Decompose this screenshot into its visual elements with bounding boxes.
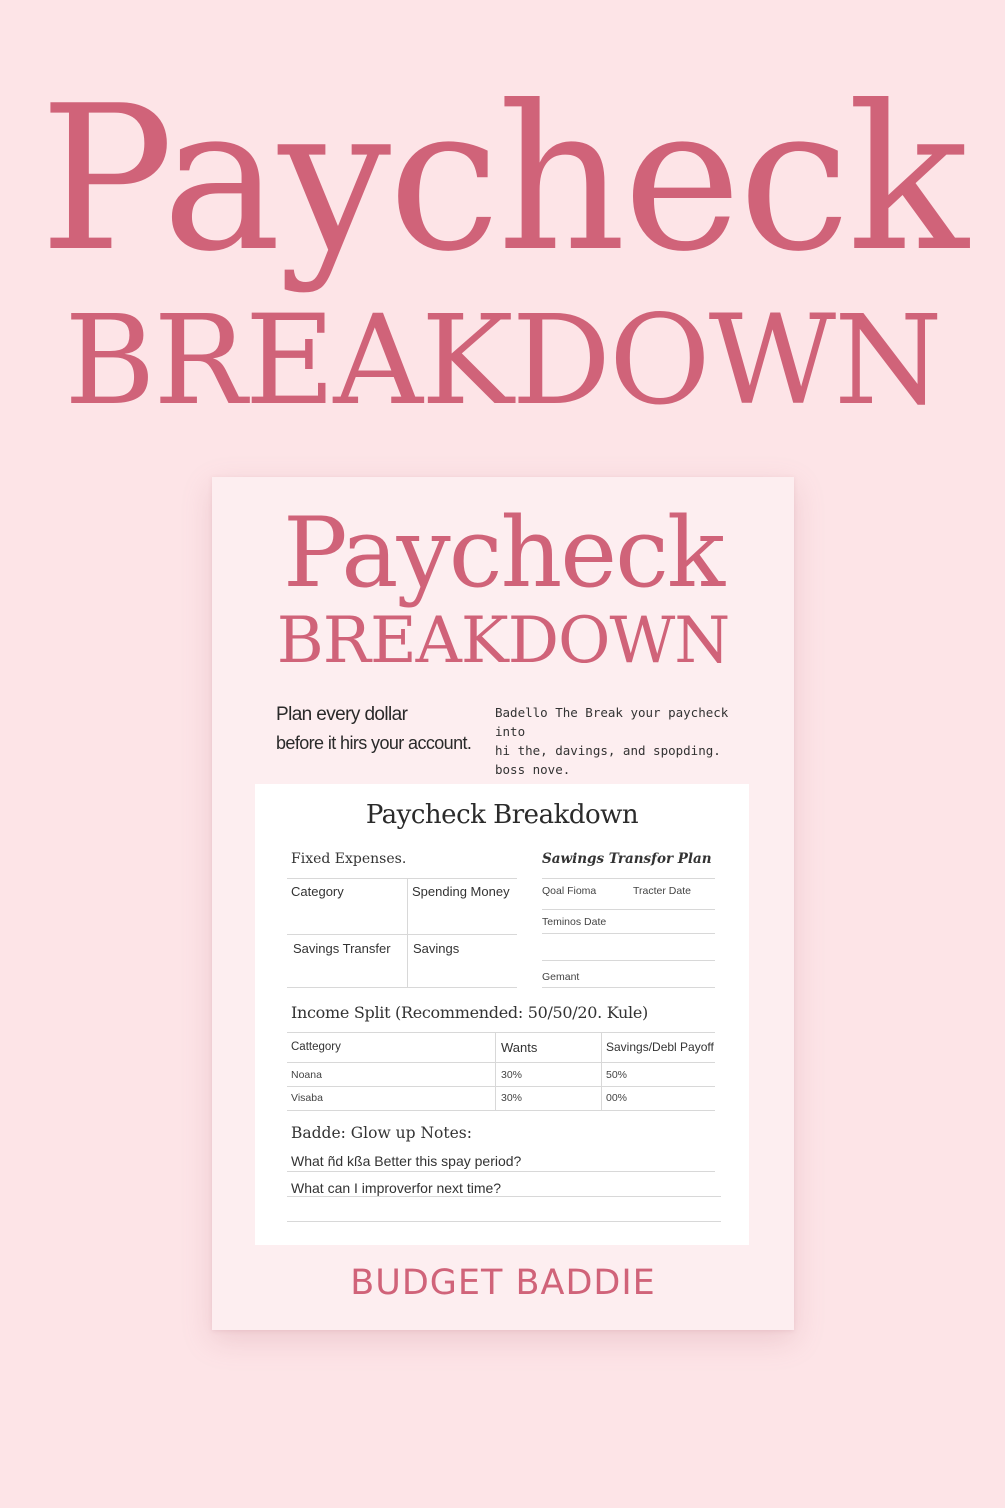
split-row-1-category: Noana xyxy=(291,1069,322,1081)
split-header-wants: Wants xyxy=(501,1040,538,1055)
breakdown-card xyxy=(255,784,749,1245)
card-title: Paycheck Breakdown xyxy=(365,800,639,830)
intro-description-line2: hi the, davings, and spopding. xyxy=(495,743,721,758)
sheet-title-paycheck: Paycheck xyxy=(282,497,724,609)
intro-tagline-line1: Plan every dollar xyxy=(276,704,408,725)
fixed-cell-savings: Savings xyxy=(413,941,460,956)
intro-description xyxy=(495,703,765,779)
notes-line xyxy=(287,1171,715,1172)
divider xyxy=(542,987,715,988)
divider xyxy=(542,933,715,934)
fixed-cell-category: Category xyxy=(291,884,344,899)
intro-description-line3: boss nove. xyxy=(495,762,571,777)
split-row-2-wants: 30% xyxy=(501,1092,523,1104)
intro-tagline xyxy=(276,701,486,757)
divider xyxy=(407,879,408,987)
glow-up-notes-label: Badde: Glow up Notes: xyxy=(291,1124,472,1142)
fixed-cell-spending-money: Spending Money xyxy=(412,884,510,899)
hero-title-paycheck: Paycheck xyxy=(39,63,966,296)
split-header-category: Cattegory xyxy=(291,1041,341,1053)
split-row-1-savings: 50% xyxy=(606,1069,628,1081)
intro-description-line1: Badello The Break your paycheck into xyxy=(495,705,729,739)
intro-tagline-line2: before it hirs your account. xyxy=(276,733,472,753)
notes-question-2: What can I improverfor next time? xyxy=(291,1180,502,1196)
brand-footer: BUDGET BADDIE xyxy=(350,1263,656,1303)
divider xyxy=(287,1086,715,1087)
divider xyxy=(287,934,517,935)
divider xyxy=(287,1062,715,1063)
divider xyxy=(287,878,517,879)
savings-field-teminos-date: Teminos Date xyxy=(542,916,607,928)
hero-title-breakdown: BREAKDOWN xyxy=(64,289,941,433)
fixed-cell-savings-transfer: Savings Transfer xyxy=(293,941,391,956)
split-row-2-category: Visaba xyxy=(291,1092,323,1104)
income-split-label: Income Split (Recommended: 50/50/20. Kule) xyxy=(291,1003,648,1022)
split-row-1-wants: 30% xyxy=(501,1069,523,1081)
sheet-title-breakdown: BREAKDOWN xyxy=(276,604,730,678)
divider xyxy=(542,960,715,961)
divider xyxy=(287,987,517,988)
savings-field-goal: Qoal Fioma xyxy=(542,885,597,897)
divider xyxy=(495,1033,496,1110)
split-header-savings-debt: Savings/Debl Payoff xyxy=(606,1040,714,1054)
savings-field-gemant: Gemant xyxy=(542,971,580,983)
divider xyxy=(287,1032,715,1033)
divider xyxy=(542,909,715,910)
savings-transfer-plan-label: Sawings Transfor Plan xyxy=(542,851,712,867)
notes-line xyxy=(287,1221,721,1222)
notes-question-1: What ñd kßa Better this spay period? xyxy=(291,1153,522,1169)
split-row-2-savings: 00% xyxy=(606,1092,628,1104)
divider xyxy=(287,1110,715,1111)
fixed-expenses-label: Fixed Expenses. xyxy=(291,851,407,867)
divider xyxy=(601,1033,602,1110)
notes-line xyxy=(287,1196,721,1197)
divider xyxy=(542,878,715,879)
savings-field-tracter-date: Tracter Date xyxy=(633,885,691,897)
printable-sheet xyxy=(212,477,794,1330)
